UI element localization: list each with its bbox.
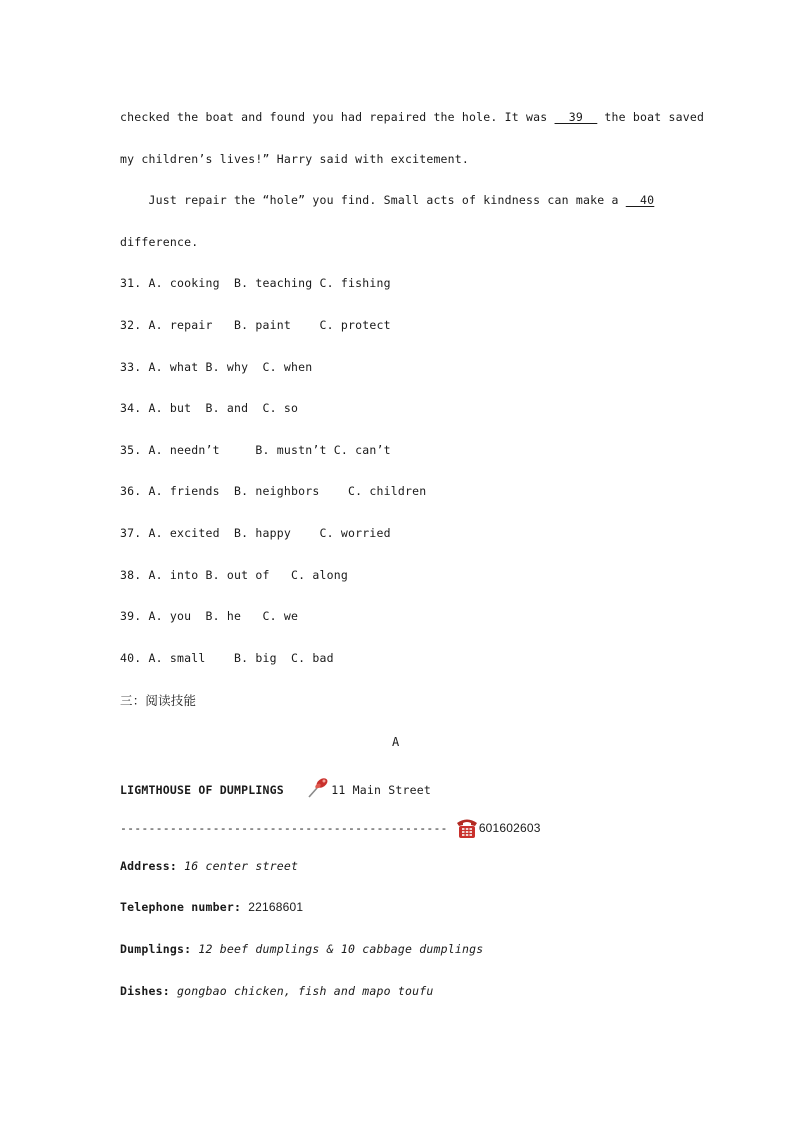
restaurant-name: LIGMTHOUSE OF DUMPLINGS	[120, 783, 284, 797]
ad-separator-row	[120, 816, 541, 840]
question-35: 35. A. needn’t B. mustn’t C. can’t	[120, 443, 391, 457]
dishes-row	[120, 984, 433, 998]
blank-39: 39	[554, 110, 598, 124]
phone-number: 601602603	[478, 821, 541, 835]
telephone-icon	[455, 816, 479, 840]
passage-line-3	[120, 193, 654, 207]
location-text: 11 Main Street	[331, 783, 431, 797]
question-40: 40. A. small B. big C. bad	[120, 651, 334, 665]
passage-line-2: my children’s lives!” Harry said with excitement.	[120, 152, 470, 166]
telephone-label: Telephone number:	[120, 900, 242, 914]
address-label: Address:	[120, 859, 177, 873]
question-36: 36. A. friends B. neighbors C. children	[120, 484, 427, 498]
dash-separator: ----------------------------------------------	[120, 821, 448, 835]
telephone-row	[120, 900, 303, 914]
question-33: 33. A. what B. why C. when	[120, 360, 313, 374]
passage-text: Just repair the “hole” you find. Small acts of kindness can make a	[120, 193, 626, 207]
pushpin-icon	[305, 776, 331, 800]
question-32: 32. A. repair B. paint C. protect	[120, 318, 391, 332]
passage-text: checked the boat and found you had repaired the hole. It was	[120, 110, 555, 124]
dumplings-value: 12 beef dumplings & 10 cabbage dumplings	[198, 942, 484, 956]
dumplings-row	[120, 942, 483, 956]
address-row	[120, 859, 298, 873]
dishes-value: gongbao chicken, fish and mapo toufu	[177, 984, 434, 998]
dumplings-label: Dumplings:	[120, 942, 192, 956]
dishes-label: Dishes:	[120, 984, 170, 998]
question-39: 39. A. you B. he C. we	[120, 609, 299, 623]
question-31: 31. A. cooking B. teaching C. fishing	[120, 276, 391, 290]
passage-line-4: difference.	[120, 235, 199, 249]
ad-title-row	[120, 776, 431, 800]
passage-text: the boat saved	[597, 110, 705, 124]
section-label-a: A	[392, 735, 400, 749]
address-value: 16 center street	[184, 859, 299, 873]
question-38: 38. A. into B. out of C. along	[120, 568, 348, 582]
blank-40: 40	[625, 193, 655, 207]
telephone-value: 22168601	[248, 900, 304, 914]
question-37: 37. A. excited B. happy C. worried	[120, 526, 391, 540]
passage-line-1	[120, 110, 704, 124]
question-34: 34. A. but B. and C. so	[120, 401, 299, 415]
section-heading: 三：阅读技能	[120, 693, 197, 708]
